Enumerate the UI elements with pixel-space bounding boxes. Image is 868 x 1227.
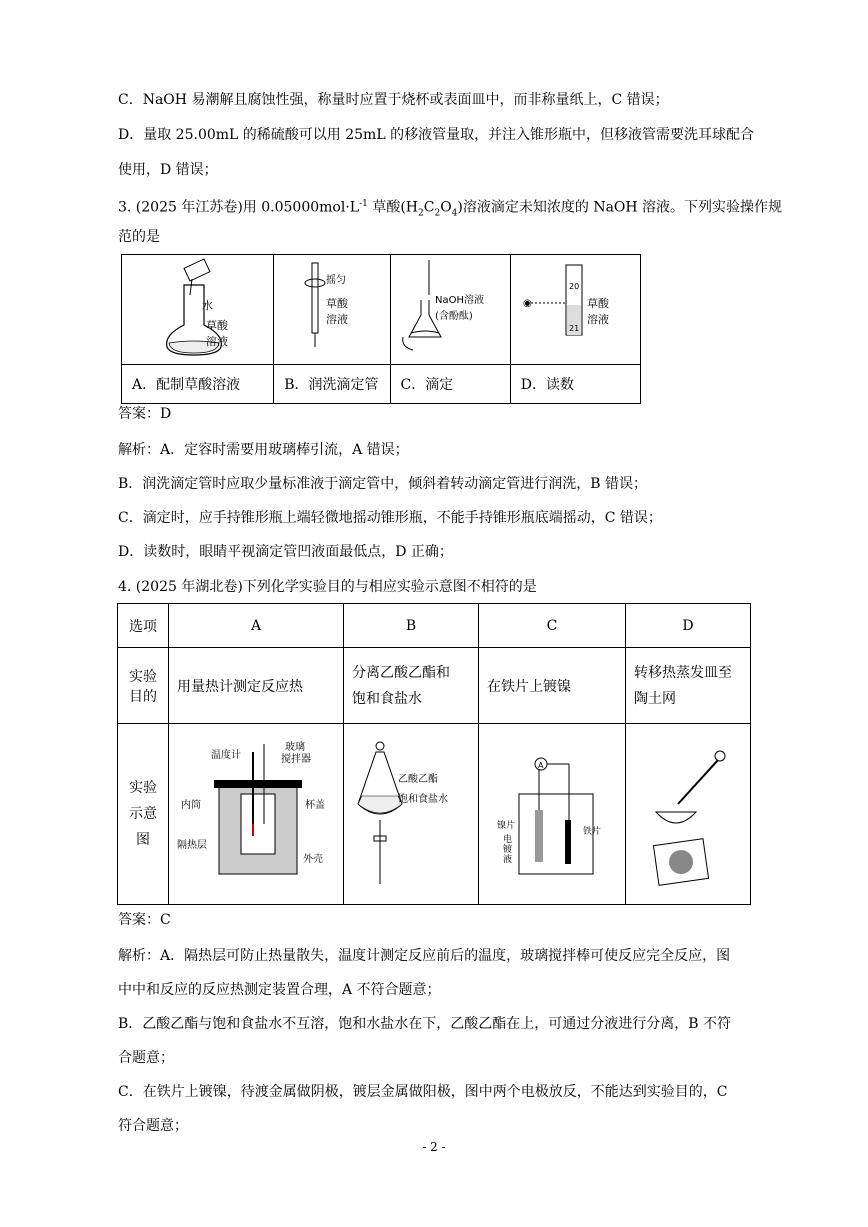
fig-label: 草酸	[326, 297, 349, 310]
q3-text: O	[440, 199, 452, 216]
row-label-text: 图	[136, 832, 150, 848]
fig-label: 水	[202, 299, 213, 312]
analysis: C．滴定时，应手持锥形瓶上端轻微地摇动锥形瓶，不能手持锥形瓶底端摇动，C 错误；	[118, 510, 662, 526]
q3-sub: 4	[451, 208, 458, 219]
purpose-d	[626, 648, 751, 724]
fig-label: 20	[568, 282, 579, 291]
fig-label: A	[538, 761, 544, 770]
fig-label: 温度计	[211, 750, 241, 761]
purpose-text: 饱和食盐水	[352, 690, 422, 707]
purpose-text: 转移热蒸发皿至	[634, 664, 732, 681]
fig-label: 乙酸乙酯	[398, 774, 438, 785]
text-line: D．量取 25.00mL 的稀硫酸可以用 25mL 的移液管量取，并注入锥形瓶中，但移液管需要洗耳球配合	[118, 127, 755, 143]
eye-icon: ◉	[522, 298, 532, 309]
q4-header: C	[479, 604, 626, 648]
fig-label: 草酸	[206, 319, 228, 332]
analysis: D．读数时，眼睛平视滴定管凹液面最低点，D 正确；	[118, 544, 453, 560]
q3-sub: 2	[434, 208, 441, 219]
row-label-text: 实验	[129, 668, 157, 685]
q3-caption: D．读数	[510, 365, 640, 404]
q4-table	[117, 603, 751, 905]
fig-label: 镀	[503, 845, 513, 855]
question-4: 4. (2025 年湖北卷)下列化学实验目的与相应实验示意图不相符的是	[118, 579, 537, 595]
fig-label: 液	[503, 855, 513, 865]
analysis: C．在铁片上镀镍，待渡金属做阴极，镀层金属做阳极，图中两个电极放反，不能达到实验目的，C	[118, 1084, 728, 1100]
q4-header: D	[626, 604, 751, 648]
analysis: 符合题意；	[118, 1118, 188, 1134]
purpose-c: 在铁片上镀镍	[479, 648, 626, 724]
q3-text: 3. (2025 年江苏卷)用 0.05000mol·L	[118, 199, 360, 216]
fig-label: NaOH溶液	[434, 295, 484, 306]
q4-header: B	[344, 604, 479, 648]
row-label-text: 示意	[129, 806, 157, 822]
fig-label: 溶液	[586, 313, 609, 326]
analysis: B．乙酸乙酯与饱和食盐水不互溶，饱和水盐水在下，乙酸乙酯在上，可通过分液进行分离，B 不符	[118, 1016, 732, 1032]
titration-figure	[391, 255, 509, 360]
fig-label: 隔热层	[177, 840, 207, 851]
fig-q3-d	[510, 255, 640, 365]
row-label-text: 目的	[129, 688, 157, 705]
row-label	[118, 648, 169, 724]
page-number: - 2 -	[422, 1140, 446, 1154]
fig-q3-b	[274, 255, 390, 365]
row-label	[118, 724, 169, 905]
calorimeter-figure	[169, 724, 343, 900]
fig-label: 外壳	[303, 854, 323, 865]
analysis: 解析：A．隔热层可防止热量散失，温度计测定反应前后的温度，玻璃搅拌棒可使反应完全反应，图	[118, 948, 731, 964]
answer: 答案：D	[118, 406, 172, 422]
fig-q4-a	[169, 724, 344, 905]
fig-label: 摇匀	[326, 275, 347, 286]
fig-label: 内筒	[181, 800, 201, 811]
burette-rinse-figure	[274, 255, 388, 360]
fig-label: 草酸	[586, 297, 609, 310]
fig-label: 溶液	[206, 335, 228, 348]
fig-label: 镍片	[497, 821, 516, 831]
evaporating-dish-figure	[626, 724, 750, 900]
q3-text: C	[423, 199, 435, 216]
fig-q3-a	[122, 255, 274, 365]
fig-label: 杯盖	[305, 800, 325, 811]
q4-header: A	[169, 604, 344, 648]
analysis: B．润洗滴定管时应取少量标准液于滴定管中，倾斜着转动滴定管进行润洗，B 错误；	[118, 476, 648, 492]
electroplating-figure	[479, 724, 625, 900]
purpose-b	[344, 648, 479, 724]
separatory-funnel-figure	[344, 724, 478, 900]
analysis: 中中和反应的反应热测定装置合理，A 不符合题意；	[118, 982, 441, 998]
q3-caption: A．配制草酸溶液	[122, 365, 274, 404]
text-line: C．NaOH 易潮解且腐蚀性强，称量时应置于烧杯或表面皿中，而非称量纸上，C 错误；	[118, 92, 669, 108]
fig-q4-d	[626, 724, 751, 905]
fig-label: (含酚酞)	[434, 311, 473, 322]
row-label-text: 实验	[129, 780, 157, 796]
fig-label: 电	[503, 835, 513, 845]
text-line: 范的是	[118, 229, 160, 245]
fig-q4-b	[344, 724, 479, 905]
fig-label: 玻璃	[285, 742, 305, 753]
q3-table	[121, 254, 641, 404]
question-3	[118, 194, 782, 223]
purpose-text: 陶土网	[634, 690, 676, 707]
fig-label: 21	[568, 324, 579, 333]
fig-label: 溶液	[326, 313, 349, 326]
fig-label: 搅拌器	[281, 754, 311, 765]
analysis: 解析：A．定容时需要用玻璃棒引流，A 错误；	[118, 442, 409, 458]
q3-text: )溶液滴定未知浓度的 NaOH 溶液。下列实验操作规	[457, 199, 783, 216]
q3-text: 草酸(H	[367, 199, 418, 216]
q3-caption: C．滴定	[390, 365, 510, 404]
q3-caption: B．润洗滴定管	[274, 365, 390, 404]
purpose-text: 分离乙酸乙酯和	[352, 664, 450, 681]
fig-q4-c	[479, 724, 626, 905]
fig-q3-c	[390, 255, 510, 365]
q4-header: 选项	[118, 604, 169, 648]
volumetric-flask-figure	[122, 255, 272, 360]
answer: 答案：C	[118, 912, 171, 928]
q3-sup: -1	[359, 199, 368, 209]
text-line: 使用，D 错误；	[118, 162, 218, 178]
analysis: 合题意；	[118, 1050, 174, 1066]
reading-figure	[511, 255, 639, 360]
q3-sub: 2	[418, 208, 424, 219]
purpose-a: 用量热计测定反应热	[169, 648, 344, 724]
fig-label: 铁片	[583, 827, 602, 837]
fig-label: 饱和食盐水	[398, 794, 448, 805]
